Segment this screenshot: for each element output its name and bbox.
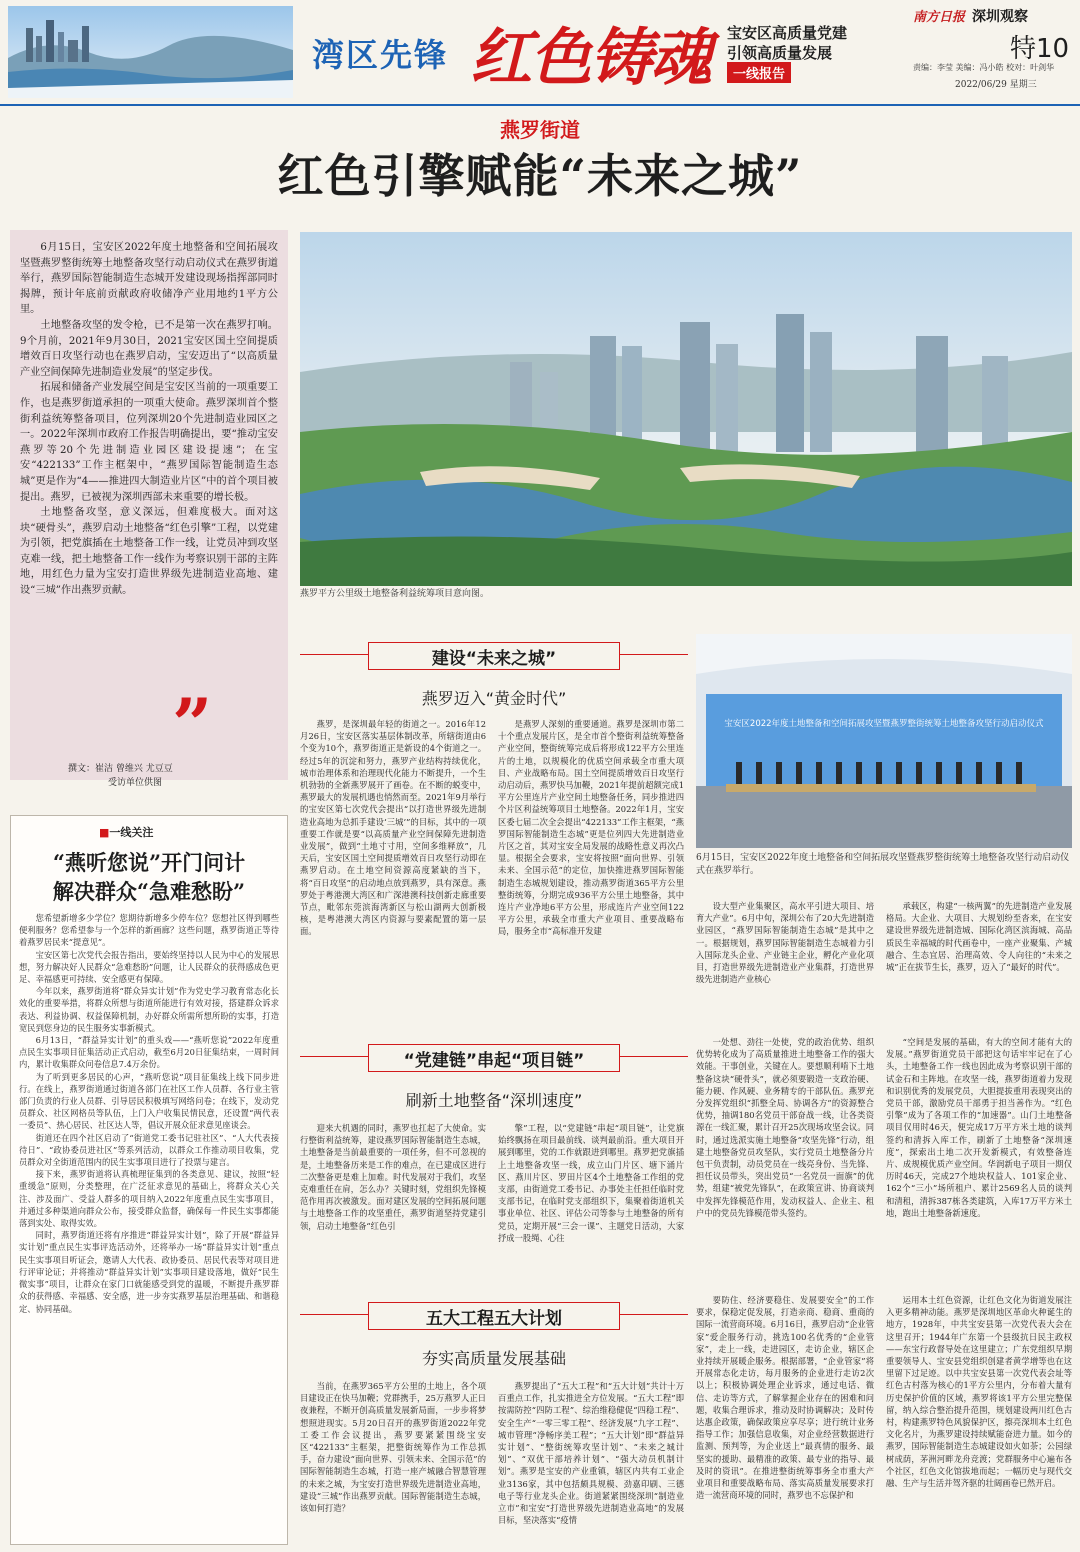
section2-col4 [886,1036,1072,1270]
section2-title: “党建链”串起“项目链” [403,1051,585,1071]
byline: 撰文：崔洁 曾维兴 尤豆豆 [68,764,173,774]
ceremony-photo [696,634,1072,848]
section3-subtitle: 夯实高质量发展基础 [421,1349,566,1368]
section3-col4 [886,1294,1072,1546]
sidebar-paragraph: 同时，燕罗街道还将有序推进“群益异实计划”，除了开展“群益异实计划”重点民生实事评选活动外，还将举办一场“群益异实计划”重点民生实事项目听证会，邀请人大代表、政协委员、居民代表等对项目进行评审论证；并将推动“群益异实计划”实事项目建设落地，做好“民生微实事”项目，让群众在家门口就能感受到党的温暖，不断提升燕罗群众的获得感、幸福感、安全感，进一步夯实燕罗基层治理基础、和谐稳定、协同基础。 [19,1230,279,1314]
sidebar-title-line: 解决群众“急难愁盼” [52,879,246,904]
section2-subtitle: 刷新土地整备“深圳速度” [405,1091,583,1110]
section3-paragraph: 燕罗提出了“五大工程”和“五大计划”共计十万百重点工作，扎实推进全方位发展。“五大工程”即按需防控“四防工程”、综治维稳健促“四稳工程”、安全生产“一零三零工程”、经济发展“九字工程”、城市管理“净畅序美工程”；“五大计划”即“群益异实计划”、“整街统筹攻坚计划”、“未来之城计划”、“双优干部培养计划”、“强大动员机制计划”。燕罗是宝安的产业重镇，辖区内共有工业企业3136家，其中包括颇具规模、劲嘉印刷、三德电子等行业龙头企业。街道紧紧围绕深圳“制造业立市”和宝安“打造世界级先进制造业高地”的发展目标，坚决落实“疫情 [498,1381,684,1526]
sidebar-paragraph: 街道还在四个社区启动了“街道党工委书记驻社区”、“人大代表接待日”、“政协委员进社区”等系列活动，以群众工作推动项目收集，党员群众对全街道范围内的民生实事项目进行了投票与建言。 [19,1132,279,1168]
sidebar-title-line: “燕听您说”开门问计 [52,850,246,875]
section1-paragraph: 燕罗，是深圳最年轻的街道之一。2016年12月26日，宝安区落实基层体制改革，所辖街道由6个变为10个，燕罗街道正是新设的4个街道之一。经过5年的沉淀和努力，燕罗产业结构持续优化，城市治理体系和治理现代化能力不断提升，一个生机勃勃的全新燕罗展开了画卷。在不断的蜕变中，燕罗最大的发展机遇也悄然而至。2021年9月举行的宝安区第七次党代会提出“以打造世界级先进制造业高地为总抓手建设‘三城’”的目标，其中的一项重要工作就是要“以高质量产业空间保障先进制造业发展”，做到“土地寸寸用，空间多维释放”，几天后，宝安区国土空间提质增效百日攻坚行动即在燕罗启动。在土地空间资源高度紧缺的当下，将“百日攻坚”的启动地点放到燕罗，具有深意。燕罗处于粤港澳大湾区和广深港澳科技创新走廊重要节点，毗邻东莞滨海湾新区与松山湖两大创新极核，是粤港澳大湾区内资源与要素配置的第一层面。 [300,719,486,937]
sidebar-kicker [19,824,279,840]
page-number: 特10 [1010,34,1070,64]
section3-header [300,1294,688,1380]
sidebar-paragraph: 您希望新增多少学位？您期待新增多少停车位？您想社区得到哪些便利服务？您希望参与一个怎样的新画廊？这些问题，燕罗街道正等待着燕罗居民来“提意见”。 [19,913,279,948]
quote-mark-icon: ” [172,683,213,766]
sidebar-title [19,848,279,906]
section2-paragraph: 迎来大机遇的同时，燕罗也扛起了大使命。实行整街利益统筹，建设燕罗国际智能制造生态城，土地整备是当前最重要的一项任务，但不可忽视的是，土地整备历来是工作的难点，在已建成区进行二次整备更是难上加难。时代发展对于我们，攻坚克难重任在肩，怎么办？关键时刻，党组织先锋模范作用再次被激发。面对建区发展的空间拓展问题与土地整备工作的攻坚重任，燕罗街道坚持党建引领，启动土地整备“红色引 [300,1123,486,1231]
issue-date: 2022/06/29 星期三 [955,80,1037,90]
section3-paragraph: 运用本土红色资源，让红色文化为街道发展注入更多精神动能。燕罗是深圳地区革命火种诞生的地方，1928年，中共宝安县第一次党代表大会在这里召开；1944年广东第一个县级抗日民主政权——东宝行政督导处在这里建立；广东党组织早期重要领导人、宝安县党组织创建者黄学增等也在这里留下过足迹。以中共宝安县第一次党代表会址等红色古村落为核心的1平方公里内，分布着大量有历史保护价值的区域，燕罗将该1平方公里完整保留，纳入综合整治提升范围，规划建设两川红色古村，构建燕罗特色风貌保护区，擦亮深圳本土红色文化名片，为燕罗建设持续赋能奋进力量。如今的燕罗，国际智能制造生态城建设如火如荼；公园绿树成荫，茅洲河畔龙舟竞渡；党群服务中心遍布各个社区，红色文化馆拔地而起；一幅历史与现代交融、生产与生活并驾齐驱的壮阔画卷已然开启。 [886,1295,1072,1489]
article-headline: 红色引擎赋能“未来之城” [277,149,803,203]
skyline-banner-image [8,6,293,98]
brand-title: 湾区先锋 [312,36,449,74]
section1-col4 [886,900,1072,1022]
report-tag: 一线报告 [727,62,791,83]
lead-box [10,230,288,780]
section1-col2 [498,718,684,937]
section2-col1 [300,1122,486,1270]
section3-col2 [498,1380,684,1546]
sidebar-paragraph: 宝安区第七次党代会报告指出，要始终坚持以人民为中心的发展思想，努力解决好人民群众“急难愁盼”问题，让人民群众的获得感成色更足、幸福感更可持续、安全感更有保障。 [19,949,279,985]
sidebar-kicker-text: 一线关注 [109,826,154,839]
section1-paragraph: 设大型产业集聚区，高水平引进大项目、培育大产业”。6月中旬，深圳公布了20大先进制造业园区，“燕罗国际智能制造生态城”是其中之一。根据规划，燕罗国际智能制造生态城着力引入国际龙头企业、产业链主企业，孵化产业化项目，打造世界级先进制造业产业集群，打造世界级先进制造产业核心 [696,901,874,985]
lead-paragraph: 土地整备攻坚，意义深远，但难度极大。面对这块“硬骨头”，燕罗启动土地整备“红色引擎”工程，以党建为引领，把党旗插在土地整备工作一线，让党员冲到攻坚克难一线，把土地整备工作一线作为考察识别干部的主阵地，用红色力量为宝安打造世界级先进制造业高地、建设“三城”作出燕罗贡献。 [20,507,278,597]
section1-subtitle: 燕罗迈入“黄金时代” [421,689,567,708]
section1-header [300,634,688,720]
header-rule [0,104,1080,106]
newspaper-logo: 南方日报 [913,10,966,25]
brand-calligraphy: 红色铸魂 [470,21,711,94]
lead-paragraph: 土地整备攻坚的发令枪，已不是第一次在燕罗打响。9个月前，2021年9月30日，2021宝安区国土空间提质增效百日攻坚行动也在燕罗启动，宝安迈出了“以高质量产业空间保障先进制造业发展”的坚定步伐。 [20,319,278,378]
section3-col3 [696,1294,874,1546]
stage-banner-text: 宝安区2022年度土地整备和空间拓展攻坚暨燕罗整街统筹土地整备攻坚行动启动仪式 [724,719,1044,729]
slogan-line-1: 宝安区高质量党建 [727,24,848,42]
sidebar-body [19,912,279,1315]
lead-paragraph: 拓展和储备产业发展空间是宝安区当前的一项重要工作，也是燕罗街道承担的一项重大使命。燕罗深圳首个整街利益统筹整备项目，位列深圳20个先进制造业园区之一。2022年深圳市政府工作报告明确提出，要“推动宝安燕罗等20个先进制造业园区建设提速”；在宝安“422133”工作主框架中，“燕罗国际智能制造生态城”更是作为“4——推进四大制造业片区”中的首个项目被提出。燕罗，已被视为深圳西部未来重要的增长极。 [20,382,278,503]
section1-col1 [300,718,486,937]
section2-col3 [696,1036,874,1270]
section2-paragraph: 擎”工程，以“党建链”串起“项目链”，让党旗始终飘扬在项目最前线、谈判最前沿。重大项目开展到哪里，党的工作就跟进到哪里。燕罗把党旗插上土地整备攻坚一线，成立山门片区、塘下涌片区、燕川片区、罗田片区4个土地整备工作组的党支部，由街道党工委书记、办事处主任担任临时党支部书记，在临时党支部组织下，集聚着街道机关事业单位、社区、评估公司等参与土地整备的所有党员，定期开展“三会一课”、主题党日活动，大家抒成一股绳、心往 [498,1123,684,1243]
sidebar-paragraph: 6月13日，“群益异实计划”的重头戏——“燕听您说”2022年度重点民生实事项目征集活动正式启动，截至6月20日征集结束，一周时间内，累计收集群众问卷信息7.4万余份。 [19,1035,279,1070]
column-name: 深圳观察 [972,9,1028,25]
sidebar-box [10,815,288,1545]
section1-paragraph: 承载区，构建“一核两翼”的先进制造产业发展格局。大企业、大项目、大规划纷至沓来，在宝安建设世界级先进制造城、国际化湾区滨海城、高品质民生幸福城的时代画卷中，一座产业聚集、产城融合、生态宜居、治理高效、令人向往的“未来之城”正在拔节生长，燕罗，迈入了“最好的时代”。 [886,901,1072,973]
section3-paragraph: 当前，在燕罗365平方公里的土地上，各个项目建设正在快马加鞭；党群携手，25万燕罗人正日夜兼程，不断开创高质量发展新局面，一步步将梦想照进现实。5月20日召开的燕罗街道2022年党工委工作会议提出，燕罗要紧紧围绕宝安区“422133”主框架，把整街统筹作为工作总抓手，奋力建设“面向世界、引领未来、全国示范”的国际智能制造生态城，打造一座产城融合智慧管理的未来之城，为宝安打造世界级先进制造业高地，建设“三城”作出燕罗贡献。国际智能制造生态城，该如何打造？ [300,1381,486,1514]
section2-paragraph: “空间是发展的基础，有大的空间才能有大的发展。”燕罗街道党员干部把这句话牢牢记在了心头，土地整备工作一线也因此成为考察识别干部的试金石和主阵地。在攻坚一线，燕罗街道着力发现和识别优秀的发展党员，大胆提拔重用表现突出的党员干部，激励党员干部勇于担当善作为。“红色引擎”成为了各项工作的“加速器”。山门土地整备项目仅用时46天，便完成17万平方米土地的谈判签约和清拆入库工作，刷新了土地整备“深圳速度”，探索出土地二次开发新模式，有效整备连片、成规模优质产业空间。华润新电子项目一期仅历时46天，完成27个地块权益人、101家企业、162个“三小”场所租户、累计2569名人员的谈判和清租，清拆387栋各类建筑，入库17万平方米土地，跑出土地整备新速度。 [886,1037,1072,1218]
sidebar-paragraph: 接下来，燕罗街道将认真梳理征集到的各类意见、建议，按照“轻重缓急”原则，分类整理，在广泛征求意见的基础上，将群众关心关注、涉及面广、受益人群多的项目纳入2022年度重点民生实事项目，并通过多种渠道向群众公布，接受群众监督，确保每一件民生实事都能落到实处、取得实效。 [19,1169,279,1229]
photo-caption: 燕罗平方公里级土地整备利益统筹项目意向图。 [300,589,490,599]
section1-paragraph: 是燕罗人深刻的重要通道。燕罗是深圳市第二十个重点发展片区，是全市首个整街利益统筹整备产业空间，整街统筹完成后将形成122平方公里连片的土地，以规模化的优质空间承载全市重大项目、产业战略布局。国土空间提质增效百日攻坚行动启动后，燕罗快马加鞭，2021年提前超额完成1平方公里连片产业空间土地整备任务，同步推进四个片区利益统筹项目土地整备。2022年1月，宝安区委七届二次全会提出“422133”工作主框架，“燕罗国际智能制造生态城”更是位列四大先进制造业片区之首，其对宝安全局发展的战略性意义再次凸显。根据全会要求，宝安将按照“面向世界、引领未来、全国示范”的定位，加快推进燕罗国际智能制造生态城规划建设，推动燕罗街道365平方公里整街统筹，分期完成936平方公里土地整备，其中连片产业净地6平方公里，形成连片产业空间122平方公里，承载全市重大产业项目、重要战略布局，服务全市“高标准开发建 [498,719,684,937]
square-bullet-icon: ■ [99,826,110,839]
sidebar-paragraph: 今年以来，燕罗街道将“群众异实计划”作为党史学习教育常态化长效化的重要举措，将群众所想与街道所能进行有效对接，搭建群众诉求表达、利益协调、权益保障机制，办好群众所需所想所盼的实事，打造宽民到您身边的民生服务实事新模式。 [19,986,279,1033]
city-rendering-photo [300,232,1072,586]
section2-paragraph: 一处想、劲往一处使，党的政治优势、组织优势转化成为了高质量推进土地整备工作的强大效能。干事创业，关键在人。要想顺利啃下土地整备这块“硬骨头”，就必须要锻造一支政治硬、能力硬、作风硬、业务精专的干部队伍。燕罗充分发挥党组织“抓整全局、协调各方”的资源整合优势，抽调180名党员干部奋战一线，让各类资源在一线汇聚，累计召开25次现场攻坚会议。同时，通过选派实施土地整备“攻坚先锋”行动，组建土地整备党员攻坚队，实行党员土地整备分片包干负责制，动员党员在一线亮身份、当先锋、担任议员带头，突出党员“一名党员一面旗”的优势，组建“被党先锋队”，在政策宣讲、协商谈判中发挥先锋模范作用，发动权益人、企业主、租户中的党员先锋模范带头签约。 [696,1037,874,1218]
section3-title: 五大工程五大计划 [426,1309,562,1329]
article-kicker: 燕罗街道 [500,118,580,142]
section1-col3 [696,900,874,1022]
section2-header [300,1036,688,1122]
editors-credit: 责编：李莹 美编：冯小皓 校对：叶剑华 [913,63,1055,72]
lead-paragraph: 6月15日，宝安区2022年度土地整备和空间拓展攻坚暨燕罗整街统筹土地整备攻坚行动启动仪式在燕罗街道举行，燕罗国际智能制造生态城开发建设现场指挥部同时揭牌，预计年底前贡献政府收储净产业用地约1平方公里。 [20,242,278,316]
sidebar-paragraph: 为了听到更多居民的心声，“燕听您说”项目征集线上线下同步进行。在线上，燕罗街道通过街道各部门在社区工作人员群、各行业主管部门负责的行业人员群、引导居民积极填写网络问卷；在线下，发动党员群众、社区网格员等队伍，上门入户收集民情民意，还设置“两代表一委员”、热心居民、社区达人等，倡议开展众征求意见座谈会。 [19,1071,279,1131]
section3-col1 [300,1380,486,1546]
section2-col2 [498,1122,684,1270]
event-photo-caption: 6月15日，宝安区2022年度土地整备和空间拓展攻坚暨燕罗整街统筹土地整备攻坚行动启动仪式在燕罗举行。 [696,853,1070,876]
section1-title: 建设“未来之城” [431,649,557,669]
section3-paragraph: 要防住、经济要稳住、发展要安全”的工作要求，保稳定促发展，打造亲商、稳商、重商的国际一流营商环境。6月16日，燕罗启动“企业管家”爱企服务行动，挑选100名优秀的“企业管家”，走上一线，走进园区，走访企业，辖区企业持续开展暖企服务。根据部署，“企业管家”将开展常态化走访，每月服务的企业进行走访2次以上；积极协调处理企业诉求，通过电话、微信、走访等方式，了解掌握企业存在的困难和问题，收集合理诉求，推动及时协调解决；及时传达惠企政策，确保政策应享尽享；进行统计业务指导工作；加强信息收集，对企业经营数据进行监测、预判等，为企业送上“最真情的服务、最坚实的援助、最精准的政策、最专业的指导、最及时的资讯”。在推进整街统筹事务全市重大产业项目和重要战略布局、落实高质量发展要求打造一流营商环境的同时，燕罗也不忘保护和 [696,1295,874,1501]
slogan-line-2: 引领高质量发展 [727,44,833,62]
photo-credit: 受访单位供图 [108,778,163,788]
